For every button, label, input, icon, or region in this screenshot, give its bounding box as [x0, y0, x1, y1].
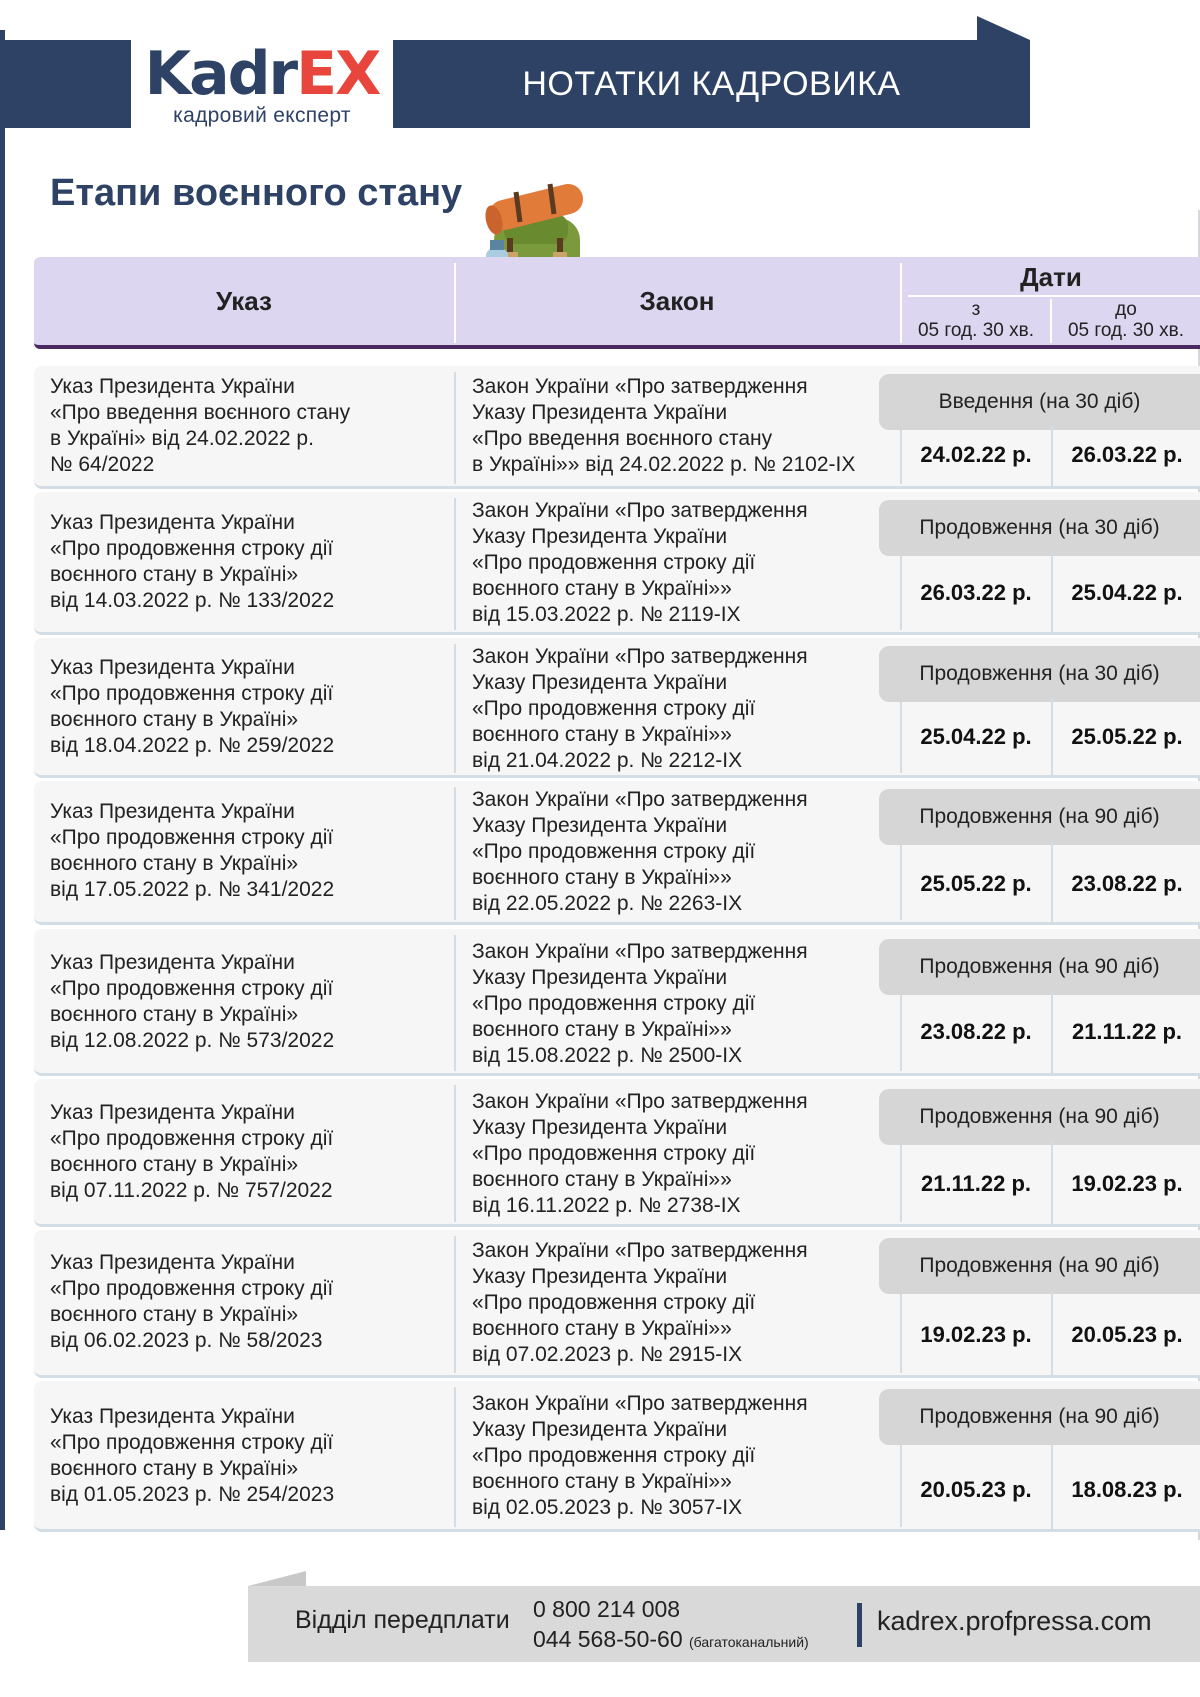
row-divider [900, 1445, 902, 1527]
law-line: Закон України «Про затвердження [472, 788, 808, 811]
law-cell [472, 939, 892, 1069]
law-line: «Про введення воєнного стану [472, 427, 773, 450]
row-divider [454, 1387, 456, 1527]
to-label: до [1115, 299, 1137, 320]
decree-cell [50, 1100, 440, 1204]
law-line: «Про продовження строку дії [472, 551, 756, 574]
row-divider [454, 498, 456, 630]
law-line: воєнного стану в Україні»» [472, 1317, 732, 1340]
law-line: від 02.05.2023 р. № 3057-IX [472, 1496, 743, 1519]
decree-line: «Про продовження строку дії [50, 682, 334, 705]
decree-cell [50, 374, 440, 478]
logo-kadr-text: Kadr [144, 39, 297, 109]
row-divider [900, 698, 902, 773]
table-row [34, 492, 1200, 635]
decree-line: № 64/2022 [50, 453, 155, 476]
decree-line: воєнного стану в Україні» [50, 563, 299, 586]
date-to: 19.02.23 р. [1071, 1171, 1183, 1196]
decree-line: воєнного стану в Україні» [50, 708, 299, 731]
law-cell [472, 1238, 892, 1368]
footer-corner-flap [248, 1571, 306, 1586]
law-cell [472, 1391, 892, 1521]
header-title: НОТАТКИ КАДРОВИКА [522, 65, 901, 103]
law-line: Указу Президента України [472, 671, 728, 694]
stage-badge: Введення (на 30 діб) [879, 374, 1200, 430]
law-cell [472, 1089, 892, 1219]
decree-line: «Про введення воєнного стану [50, 401, 351, 424]
decree-line: від 18.04.2022 р. № 259/2022 [50, 734, 335, 757]
decree-line: від 12.08.2022 р. № 573/2022 [50, 1029, 335, 1052]
date-from: 23.08.22 р. [920, 1019, 1032, 1044]
law-line: Указу Президента України [472, 966, 728, 989]
row-divider [454, 935, 456, 1071]
date-divider [1051, 552, 1053, 632]
header-corner-flap [977, 16, 1030, 40]
law-line: «Про продовження строку дії [472, 1142, 756, 1165]
row-divider [900, 991, 902, 1071]
law-line: Закон України «Про затвердження [472, 1090, 808, 1113]
date-from: 24.02.22 р. [920, 442, 1032, 467]
table-row [34, 366, 1200, 489]
decree-line: воєнного стану в Україні» [50, 1457, 299, 1480]
decree-line: Указ Президента України [50, 656, 295, 679]
row-divider [454, 644, 456, 773]
date-from: 25.04.22 р. [920, 724, 1032, 749]
column-header-law: Закон [639, 285, 715, 316]
date-divider [1051, 841, 1053, 922]
table-row [34, 1079, 1200, 1227]
decree-cell [50, 1404, 440, 1508]
footer-divider-bar [857, 1603, 862, 1647]
decree-line: Указ Президента України [50, 511, 295, 534]
dates-header-line [908, 295, 1200, 297]
row-divider [454, 1236, 456, 1373]
law-line: Указу Президента України [472, 401, 728, 424]
table-header [34, 257, 1200, 349]
stage-badge: Продовження (на 90 діб) [879, 1238, 1200, 1294]
date-from: 21.11.22 р. [920, 1171, 1032, 1196]
to-time: 05 год. 30 хв. [1067, 320, 1184, 341]
law-line: від 16.11.2022 р. № 2738-IX [472, 1194, 741, 1217]
column-header-to [1052, 299, 1200, 341]
column-header-dates [902, 257, 1200, 345]
page-title: Етапи воєнного стану [50, 172, 463, 214]
decree-line: в Україні» від 24.02.2022 р. [50, 427, 314, 450]
date-from: 26.03.22 р. [920, 580, 1032, 605]
stage-badge: Продовження (на 90 діб) [879, 1089, 1200, 1145]
decree-line: «Про продовження строку дії [50, 977, 334, 1000]
row-divider [900, 1292, 902, 1373]
from-time: 05 год. 30 хв. [917, 320, 1034, 341]
decree-cell [50, 510, 440, 614]
row-divider [454, 372, 456, 484]
row-divider [454, 787, 456, 920]
date-from: 25.05.22 р. [920, 871, 1032, 896]
decree-cell [50, 655, 440, 759]
decree-line: Указ Президента України [50, 1101, 295, 1124]
date-divider [1051, 426, 1053, 486]
law-line: від 15.08.2022 р. № 2500-IX [472, 1044, 743, 1067]
decree-line: «Про продовження строку дії [50, 537, 334, 560]
subscription-dept-label: Відділ передплати [295, 1606, 510, 1634]
law-line: Закон України «Про затвердження [472, 1392, 808, 1415]
date-to: 18.08.23 р. [1071, 1477, 1183, 1502]
date-to: 23.08.22 р. [1071, 871, 1183, 896]
date-from: 20.05.23 р. [920, 1477, 1032, 1502]
law-line: воєнного стану в Україні»» [472, 1018, 732, 1041]
decree-line: воєнного стану в Україні» [50, 1003, 299, 1026]
from-label: з [971, 299, 981, 320]
date-divider [1051, 1445, 1053, 1529]
logo-ex-text: EX [296, 39, 380, 109]
date-to: 25.05.22 р. [1071, 724, 1183, 749]
stage-badge: Продовження (на 90 діб) [879, 789, 1200, 845]
decree-cell [50, 950, 440, 1054]
law-line: воєнного стану в Україні»» [472, 723, 732, 746]
law-line: Указу Президента України [472, 525, 728, 548]
decree-line: «Про продовження строку дії [50, 1431, 334, 1454]
law-line: Указу Президента України [472, 1265, 728, 1288]
law-cell [472, 787, 892, 917]
stage-badge: Продовження (на 30 діб) [879, 646, 1200, 702]
law-line: від 22.05.2022 р. № 2263-IX [472, 892, 743, 915]
date-divider [1051, 698, 1053, 775]
law-line: від 15.03.2022 р. № 2119-IX [472, 603, 741, 626]
decree-line: «Про продовження строку дії [50, 1277, 334, 1300]
decree-line: Указ Президента України [50, 1251, 295, 1274]
phone-number-multichannel[interactable] [533, 1626, 809, 1653]
date-to: 26.03.22 р. [1071, 442, 1183, 467]
law-line: воєнного стану в Україні»» [472, 577, 732, 600]
table-row [34, 1230, 1200, 1378]
date-from: 19.02.23 р. [920, 1322, 1032, 1347]
law-line: Закон України «Про затвердження [472, 499, 808, 522]
law-line: «Про продовження строку дії [472, 992, 756, 1015]
decree-line: воєнного стану в Україні» [50, 1303, 299, 1326]
date-to: 25.04.22 р. [1071, 580, 1183, 605]
law-line: воєнного стану в Україні»» [472, 1470, 732, 1493]
table-row [34, 1381, 1200, 1532]
phone-number-note: (багатоканальний) [689, 1634, 809, 1650]
date-divider [1051, 991, 1053, 1073]
decree-line: «Про продовження строку дії [50, 826, 334, 849]
stage-badge: Продовження (на 90 діб) [879, 1389, 1200, 1445]
date-divider [1051, 1141, 1053, 1224]
law-line: воєнного стану в Україні»» [472, 1168, 732, 1191]
table-row [34, 781, 1200, 925]
law-line: «Про продовження строку дії [472, 840, 756, 863]
column-header-decree: Указ [216, 285, 272, 316]
phone-number-tollfree[interactable]: 0 800 214 008 [533, 1596, 681, 1622]
decree-line: від 06.02.2023 р. № 58/2023 [50, 1329, 323, 1352]
decree-line: воєнного стану в Україні» [50, 1153, 299, 1176]
date-to: 21.11.22 р. [1071, 1019, 1183, 1044]
law-line: «Про продовження строку дії [472, 697, 756, 720]
stage-badge: Продовження (на 30 діб) [879, 500, 1200, 556]
decree-line: Указ Президента України [50, 1405, 295, 1428]
law-line: Закон України «Про затвердження [472, 645, 808, 668]
decree-line: від 14.03.2022 р. № 133/2022 [50, 589, 335, 612]
decree-line: Указ Президента України [50, 375, 295, 398]
row-divider [900, 1141, 902, 1222]
decree-line: Указ Президента України [50, 800, 295, 823]
phone-number-text: 044 568-50-60 [533, 1626, 683, 1652]
law-line: «Про продовження строку дії [472, 1291, 756, 1314]
decree-cell [50, 799, 440, 903]
law-line: від 07.02.2023 р. № 2915-IX [472, 1343, 743, 1366]
law-line: від 21.04.2022 р. № 2212-IX [472, 749, 743, 772]
law-line: Указу Президента України [472, 1418, 728, 1441]
decree-cell [50, 1250, 440, 1354]
row-divider [900, 552, 902, 630]
website-link[interactable]: kadrex.profpressa.com [877, 1606, 1152, 1636]
law-cell [472, 644, 892, 774]
law-line: Закон України «Про затвердження [472, 375, 808, 398]
row-divider [454, 1085, 456, 1222]
logo-subtitle: кадровий експерт [173, 104, 351, 127]
law-line: Закон України «Про затвердження [472, 940, 808, 963]
law-line: Указу Президента України [472, 814, 728, 837]
table-row [34, 638, 1200, 778]
decree-line: «Про продовження строку дії [50, 1127, 334, 1150]
kadrex-logo [131, 30, 393, 130]
column-header-from [902, 299, 1050, 341]
law-cell [472, 374, 892, 478]
stage-badge: Продовження (на 90 діб) [879, 939, 1200, 995]
law-line: воєнного стану в Україні»» [472, 866, 732, 889]
table-row [34, 929, 1200, 1076]
date-to: 20.05.23 р. [1071, 1322, 1183, 1347]
decree-line: від 01.05.2023 р. № 254/2023 [50, 1483, 335, 1506]
left-accent-rule [0, 30, 5, 1530]
dates-header-title: Дати [1020, 262, 1082, 292]
law-line: Указу Президента України [472, 1116, 728, 1139]
law-line: «Про продовження строку дії [472, 1444, 756, 1467]
row-divider [900, 426, 902, 484]
decree-line: воєнного стану в Україні» [50, 852, 299, 875]
decree-line: від 17.05.2022 р. № 341/2022 [50, 878, 335, 901]
decree-line: Указ Президента України [50, 951, 295, 974]
row-divider [900, 841, 902, 920]
decree-line: від 07.11.2022 р. № 757/2022 [50, 1179, 333, 1202]
law-line: в Україні»» від 24.02.2022 р. № 2102-IX [472, 453, 856, 476]
law-line: Закон України «Про затвердження [472, 1239, 808, 1262]
date-divider [1051, 1292, 1053, 1375]
law-cell [472, 498, 892, 628]
